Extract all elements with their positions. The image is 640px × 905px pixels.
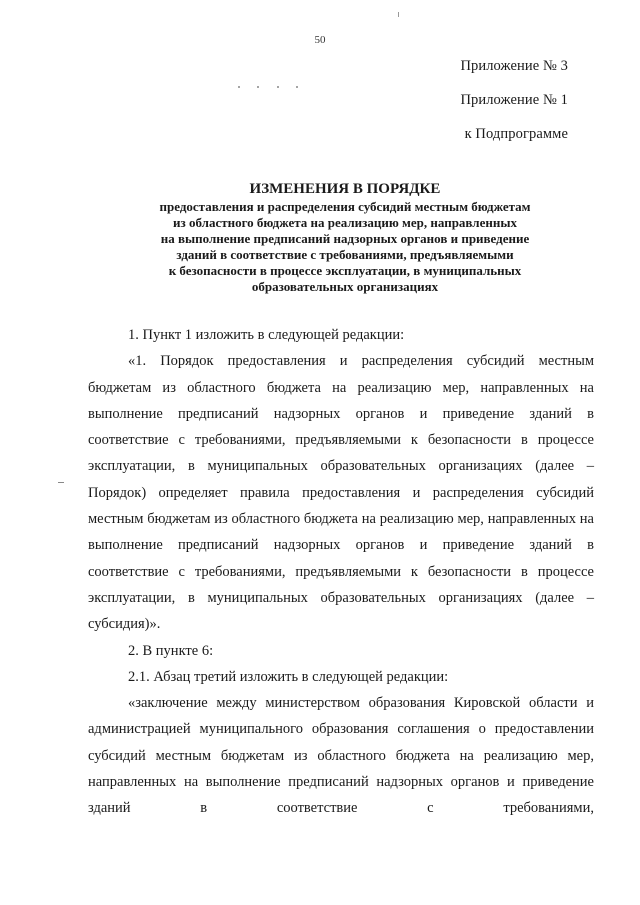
document-title bbox=[100, 180, 590, 295]
paragraph-item-2: 2. В пункте 6: bbox=[128, 642, 214, 659]
scan-specks bbox=[238, 86, 298, 88]
title-subtitle: предоставления и распределения субсидий местным бюджетам из областного бюджета на реализацию мер, направленных на выполнение предписаний надзорных органов и приведение зданий в соответствие с требованиями, предъявляемыми к безопасности в процессе эксплуатации, в муниципальных образовательных организациях bbox=[159, 199, 531, 294]
paragraph-item-2-1: 2.1. Абзац третий изложить в следующей редакции: bbox=[128, 668, 449, 685]
paragraph-item-2-1-text: «заключение между министерством образования Кировской области и администрацией муниципального образования соглашения о предоставлении субсидий местным бюджетам из областного бюджета на реализацию мер, направленных на выполнение предписаний надзорных органов и приведение зданий в соответствие с требованиями, bbox=[88, 695, 594, 817]
scan-artifact bbox=[398, 12, 399, 17]
document-body bbox=[88, 322, 594, 822]
annex-line-2: Приложение № 1 bbox=[460, 92, 568, 108]
scan-speck bbox=[296, 86, 298, 88]
title-main: ИЗМЕНЕНИЯ В ПОРЯДКЕ bbox=[249, 181, 441, 197]
annex-line-3: к Подпрограмме bbox=[464, 126, 568, 142]
annex-line-1: Приложение № 3 bbox=[460, 58, 568, 74]
page-number: 50 bbox=[314, 34, 326, 46]
paragraph-item-1: 1. Пункт 1 изложить в следующей редакции: bbox=[128, 327, 405, 343]
margin-mark bbox=[58, 482, 64, 483]
scan-speck bbox=[238, 86, 240, 88]
paragraph-item-1-text: «1. Порядок предоставления и распределения субсидий местным бюджетам из областного бюджета на реализацию мер, направленных на выполнение предписаний надзорных органов и приведение зданий в соответствие с требованиями, предъявляемыми к безопасности в процессе эксплуатации, в муниципальных образовательных организациях (далее – Порядок) определяет правила предоставления и распределения субсидий местным бюджетам из областного бюджета на реализацию мер, направленных на выполнение предписаний надзорных органов и приведение зданий в соответствие с требованиями, предъявляемыми к безопасности в процессе эксплуатации, в муниципальных образовательных организациях (далее – субсидия)». bbox=[88, 353, 594, 633]
scan-speck bbox=[257, 86, 259, 88]
scan-speck bbox=[277, 86, 279, 88]
